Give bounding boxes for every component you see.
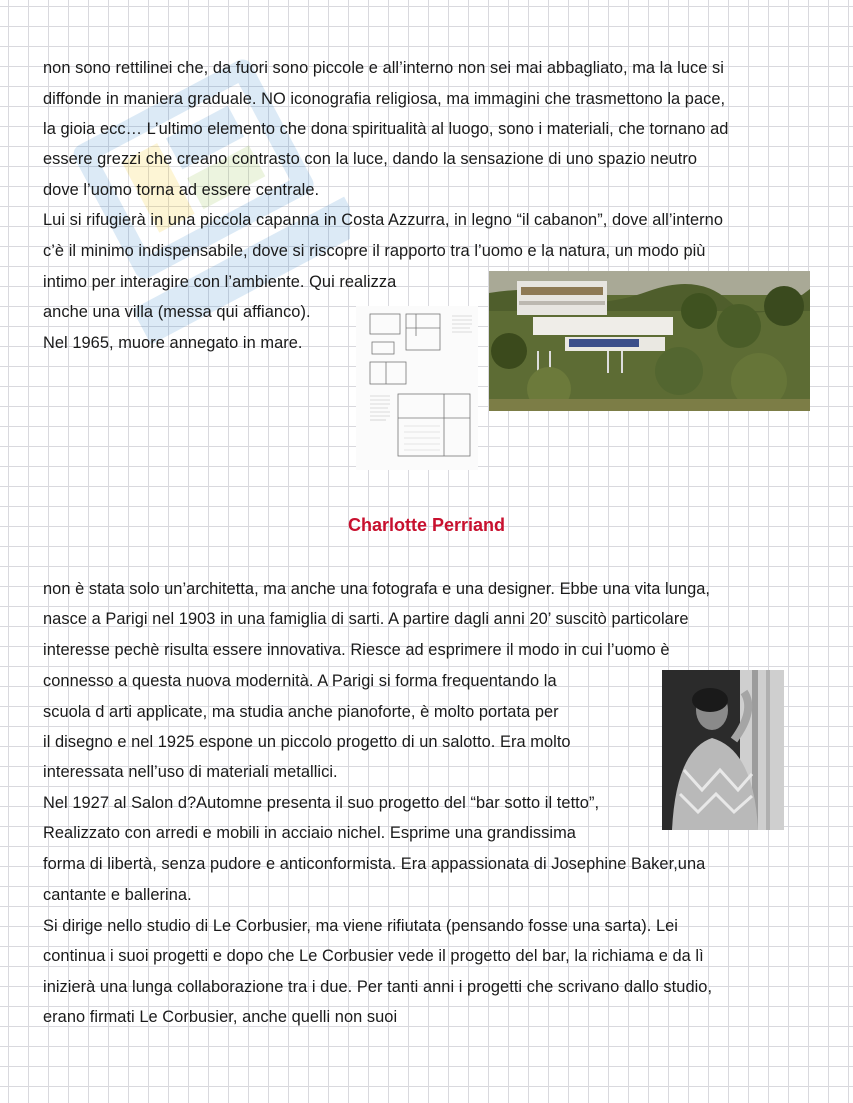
paragraph-line: interessata nell’uso di materiali metallici. bbox=[43, 763, 338, 781]
villa-photo bbox=[489, 271, 810, 411]
paragraph-line: Si dirige nello studio di Le Corbusier, ma viene rifiutata (pensando fosse una sarta). Lei bbox=[43, 917, 678, 935]
paragraph-line: erano firmati Le Corbusier, anche quelli non suoi bbox=[43, 1008, 398, 1026]
paragraph-line: c’è il minimo indispensabile, dove si riscopre il rapporto tra l’uomo e la natura, un modo più bbox=[43, 242, 706, 260]
paragraph-line: Realizzato con arredi e mobili in acciaio nichel. Esprime una grandissima bbox=[43, 824, 576, 842]
villa-floor-plans-image bbox=[356, 306, 478, 470]
paragraph-line: diffonde in maniera graduale. NO iconografia religiosa, ma immagini che trasmettono la pace, bbox=[43, 90, 726, 108]
paragraph-line: interesse pechè risulta essere innovativa. Riesce ad esprimere il modo in cui l’uomo è bbox=[43, 641, 670, 659]
paragraph-line: nasce a Parigi nel 1903 in una famiglia di sarti. A partire dagli anni 20’ suscitò particolare bbox=[43, 610, 689, 628]
paragraph-line: Nel 1965, muore annegato in mare. bbox=[43, 334, 303, 352]
paragraph-line: intimo per interagire con l’ambiente. Qui realizza bbox=[43, 273, 397, 291]
paragraph-line: il disegno e nel 1925 espone un piccolo progetto di un salotto. Era molto bbox=[43, 733, 571, 751]
paragraph-line: essere grezzi che creano contrasto con la luce, dando la sensazione di uno spazio neutro bbox=[43, 150, 698, 168]
paragraph-line: Nel 1927 al Salon d?Automne presenta il suo progetto del “bar sotto il tetto”, bbox=[43, 794, 600, 812]
paragraph-line: inizierà una lunga collaborazione tra i due. Per tanti anni i progetti che scrivano dallo studio, bbox=[43, 978, 713, 996]
paragraph-line: scuola d arti applicate, ma studia anche pianoforte, è molto portata per bbox=[43, 703, 559, 721]
paragraph-line: continua i suoi progetti e dopo che Le Corbusier vede il progetto del bar, la richiama e da lì bbox=[43, 947, 704, 965]
paragraph-line: anche una villa (messa qui affianco). bbox=[43, 303, 311, 321]
paragraph-line: forma di libertà, senza pudore e anticonformista. Era appassionata di Josephine Baker,una bbox=[43, 855, 706, 873]
paragraph-line: non sono rettilinei che, da fuori sono piccole e all’interno non sei mai abbagliato, ma la luce si bbox=[43, 59, 724, 77]
section-heading: Charlotte Perriand bbox=[347, 515, 506, 535]
paragraph-line: cantante e ballerina. bbox=[43, 886, 192, 904]
paragraph-line: dove l’uomo torna ad essere centrale. bbox=[43, 181, 320, 199]
paragraph-line: la gioia ecc… L’ultimo elemento che dona spiritualità al luogo, sono i materiali, che tornano ad bbox=[43, 120, 729, 138]
charlotte-perriand-portrait bbox=[662, 670, 784, 830]
paragraph-line: connesso a questa nuova modernità. A Parigi si forma frequentando la bbox=[43, 672, 557, 690]
paragraph-line: non è stata solo un’architetta, ma anche una fotografa e una designer. Ebbe una vita lunga, bbox=[43, 580, 711, 598]
paragraph-line: Lui si rifugierà in una piccola capanna in Costa Azzurra, in legno “il cabanon”, dove all’interno bbox=[43, 211, 723, 229]
